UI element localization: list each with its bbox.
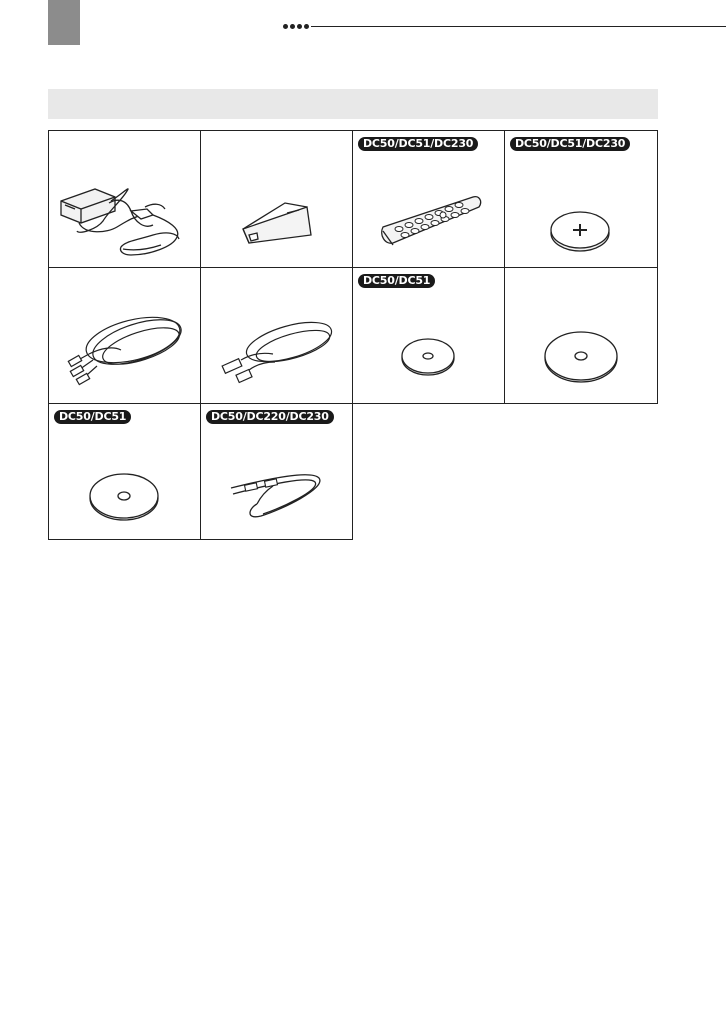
page-tab — [48, 0, 80, 45]
accessory-cell-ac-adapter — [48, 130, 201, 268]
cd-rom-icon — [49, 404, 200, 539]
stereo-video-cable-icon — [49, 268, 200, 403]
ac-adapter-icon — [49, 131, 200, 267]
accessory-cell-cd-rom-2 — [48, 403, 201, 540]
model-badge: DC50/DC220/DC230 — [206, 410, 334, 424]
battery-pack-icon — [201, 131, 352, 267]
accessory-cell-cd-rom — [504, 267, 658, 404]
accessory-cell-button-battery — [504, 130, 658, 268]
usb-cable-icon — [201, 268, 352, 403]
lithium-button-battery-icon — [505, 131, 657, 267]
model-badge: DC50/DC51/DC230 — [358, 137, 478, 151]
model-badge: DC50/DC51/DC230 — [510, 137, 630, 151]
header-dots — [283, 21, 309, 31]
cd-rom-icon — [505, 268, 657, 403]
accessory-cell-usb-cable — [200, 267, 353, 404]
accessory-cell-remote — [352, 130, 505, 268]
accessory-cell-strap — [200, 403, 353, 540]
accessory-cell-small-disc — [352, 267, 505, 404]
small-disc-icon — [353, 268, 504, 403]
accessory-cell-av-cable — [48, 267, 201, 404]
model-badge: DC50/DC51 — [54, 410, 131, 424]
header-rule — [311, 26, 726, 27]
accessory-cell-battery-pack — [200, 130, 353, 268]
model-badge: DC50/DC51 — [358, 274, 435, 288]
shoulder-strap-icon — [201, 404, 352, 539]
section-bar — [48, 89, 658, 119]
remote-control-icon — [353, 131, 504, 267]
